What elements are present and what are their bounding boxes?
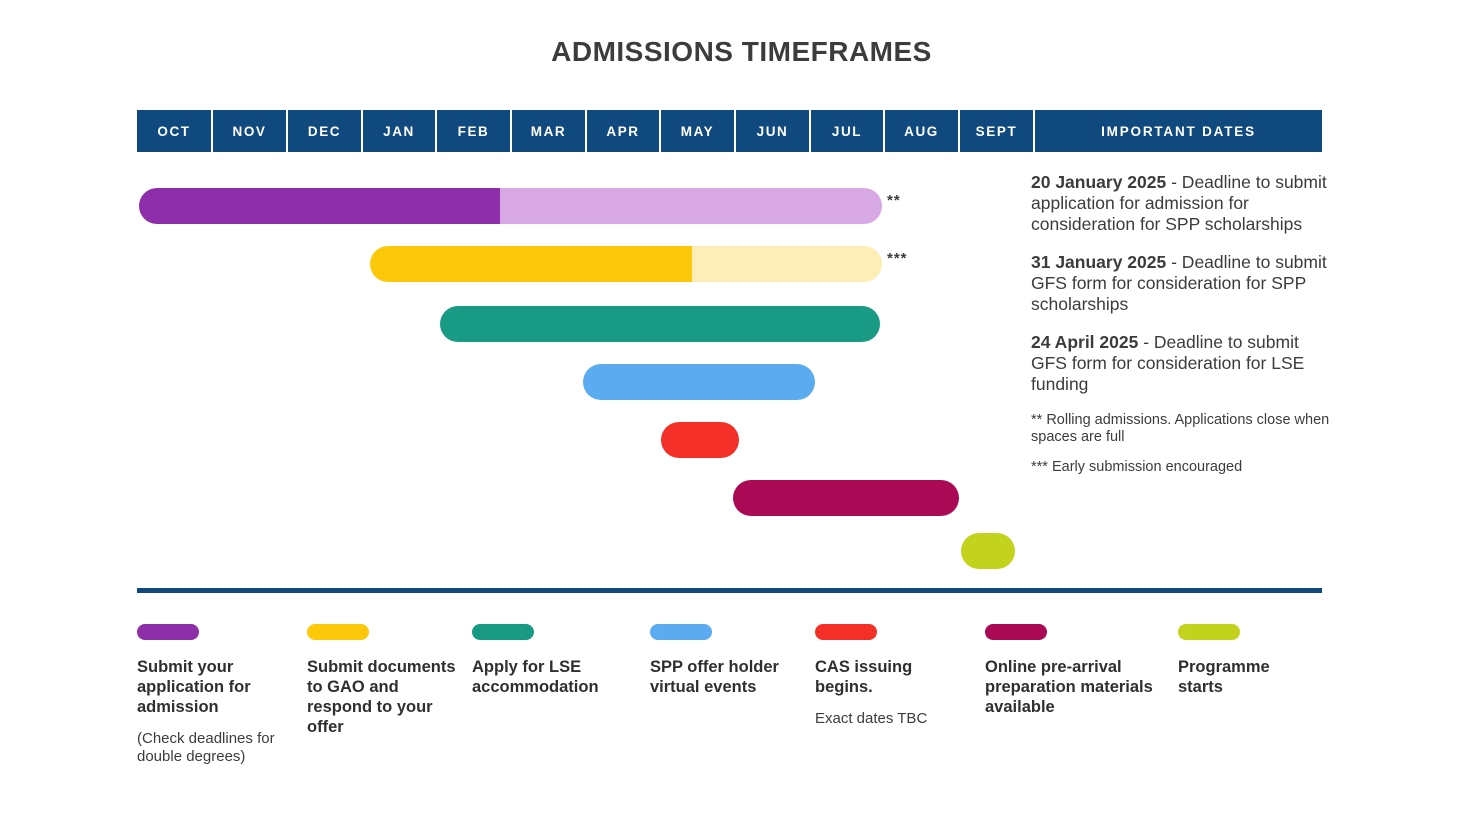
important-dates-header: IMPORTANT DATES (1101, 123, 1256, 139)
month-cell-jul: JUL (811, 110, 885, 152)
legend-swatch (472, 624, 534, 640)
legend-label: Apply for LSE accommodation (472, 658, 599, 696)
submit-application-bar-faded (500, 188, 882, 224)
legend-swatch (815, 624, 877, 640)
month-cell-sept: SEPT (960, 110, 1035, 152)
important-date-text: - Deadline to submit GFS form for consideration for LSE funding (1031, 332, 1305, 394)
month-cell-nov: NOV (213, 110, 288, 152)
important-dates-column (1031, 172, 1331, 489)
legend-sublabel: (Check deadlines for double degrees) (137, 730, 275, 765)
important-date-entry (1031, 172, 1331, 235)
programme-starts-bar (961, 533, 1015, 569)
legend-label: Programme starts (1178, 658, 1270, 696)
month-cell-mar: MAR (512, 110, 587, 152)
rolling-admissions-marker: ** (887, 192, 901, 209)
submit-documents-bar-faded (692, 246, 882, 282)
important-date-text: - Deadline to submit application for admission for consideration for SPP scholarships (1031, 172, 1327, 234)
important-date-text: - Deadline to submit GFS form for consideration for SPP scholarships (1031, 252, 1327, 314)
month-cell-dec: DEC (288, 110, 363, 152)
early-submission-marker: *** (887, 250, 908, 267)
legend-item (985, 624, 1178, 717)
legend-sublabel: Exact dates TBC (815, 710, 928, 727)
submit-application-bar (139, 188, 509, 224)
legend-swatch (650, 624, 712, 640)
page-title: ADMISSIONS TIMEFRAMES (551, 36, 932, 67)
legend-item (137, 624, 307, 766)
important-date-entry (1031, 332, 1331, 395)
legend-swatch (307, 624, 369, 640)
month-cell-may: MAY (661, 110, 736, 152)
month-cell-feb: FEB (437, 110, 512, 152)
legend-item (307, 624, 472, 737)
month-cell-oct: OCT (137, 110, 213, 152)
pre-arrival-bar (733, 480, 959, 516)
legend-item (815, 624, 985, 728)
legend-label: Submit your application for admission (137, 658, 251, 716)
footnote: ** Rolling admissions. Applications close when spaces are full (1031, 412, 1330, 445)
legend-item (650, 624, 815, 697)
important-date-entry (1031, 252, 1331, 315)
virtual-events-bar (583, 364, 815, 400)
month-header-bar (137, 110, 1322, 152)
section-divider (137, 588, 1322, 593)
cas-issuing-bar (661, 422, 739, 458)
legend-label: Online pre-arrival preparation materials available (985, 658, 1153, 716)
important-date-label: 20 January 2025 (1031, 172, 1167, 192)
important-date-label: 24 April 2025 (1031, 332, 1139, 352)
legend-swatch (985, 624, 1047, 640)
legend-item (472, 624, 650, 697)
footnote: *** Early submission encouraged (1031, 459, 1243, 475)
legend-item (1178, 624, 1308, 697)
month-cell-jan: JAN (363, 110, 437, 152)
legend-label: SPP offer holder virtual events (650, 658, 779, 696)
legend-swatch (1178, 624, 1240, 640)
month-cell-apr: APR (587, 110, 661, 152)
legend-label: Submit documents to GAO and respond to your offer (307, 658, 456, 736)
month-cell-jun: JUN (736, 110, 811, 152)
important-date-label: 31 January 2025 (1031, 252, 1167, 272)
accommodation-bar (440, 306, 880, 342)
legend-label: CAS issuing begins. (815, 658, 913, 696)
month-cell-aug: AUG (885, 110, 960, 152)
legend (137, 624, 1387, 766)
submit-documents-bar (370, 246, 700, 282)
legend-swatch (137, 624, 199, 640)
